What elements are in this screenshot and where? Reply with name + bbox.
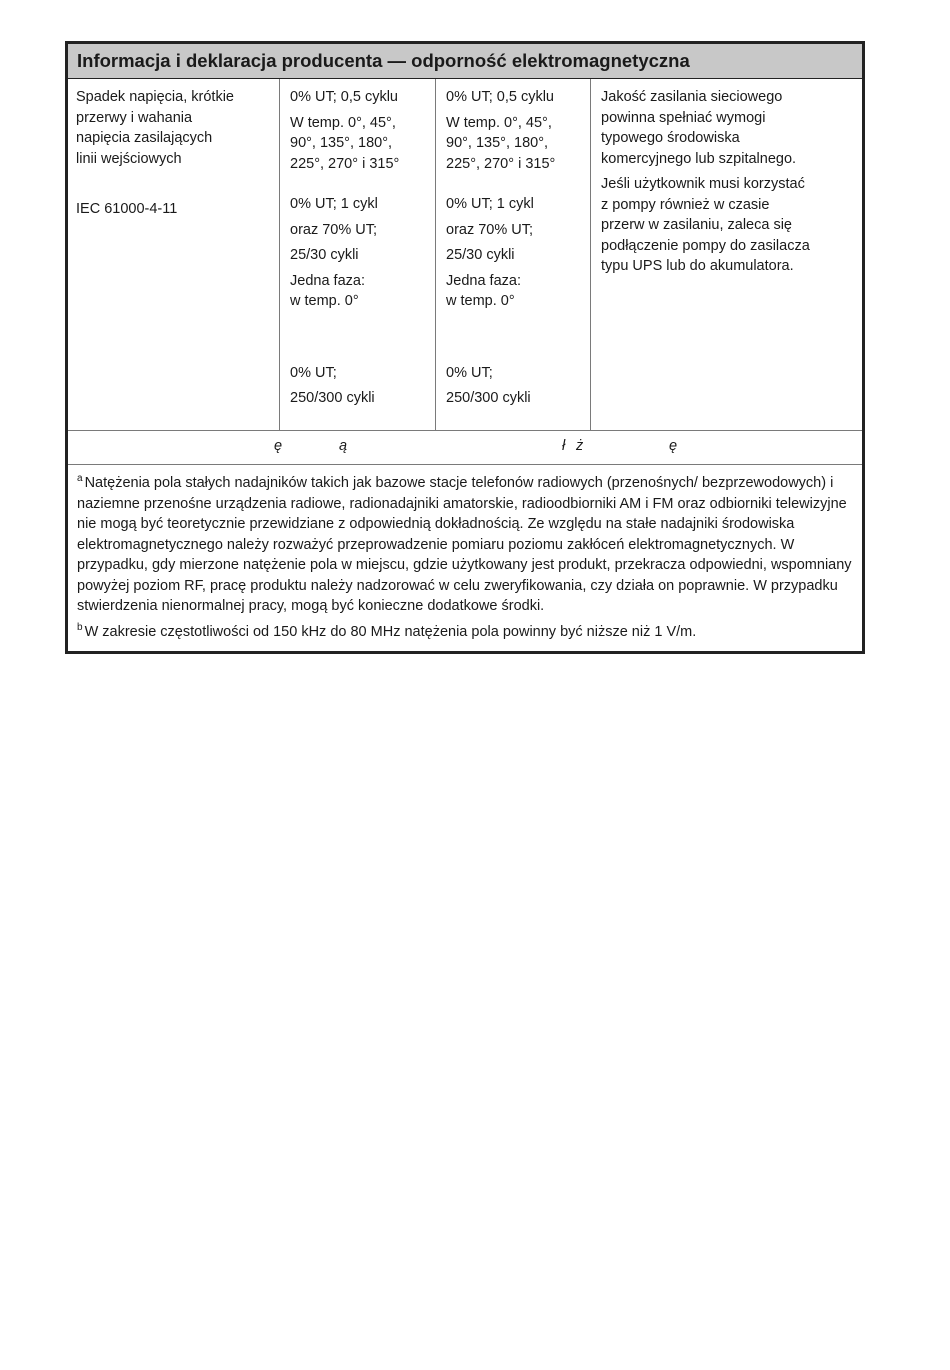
standard-ref: IEC 61000-4-11 (76, 201, 178, 217)
glyph-fragment: ł (562, 438, 566, 454)
guidance-paragraph: Jakość zasilania sieciowego powinna spełniać wymogi typowego środowiska komercyjnego lub szpitalnego. (601, 89, 797, 167)
glyph-fragment: ą (339, 438, 348, 454)
footnote-b (77, 622, 853, 643)
compliance-level-cell (436, 79, 591, 430)
compliance-line: 0% UT; 1 cykl (446, 196, 534, 212)
compliance-line: 0% UT; (446, 364, 493, 381)
compliance-line: oraz 70% UT; (446, 221, 534, 238)
footnote-text: W zakresie częstotliwości od 150 kHz do 80 MHz natężenia pola powinny być niższe niż 1 V/m. (84, 623, 697, 640)
footnote-text: Natężenia pola stałych nadajników takich jak bazowe stacje telefonów radiowych (przenośnych/ bezprzewodowych) i naziemne przenośne urządzenia radiowe, radionadajniki amatorskie, radioodbiorniki AM i FM oraz odbiorniki telewizyjne nie mogą być teoretycznie przewidziane z odpowiednią dokładnością. Ze względu na stałe nadajniki środowiska elektromagnetycznego należy rozważyć przeprowadzenie pomiaru poziomu zakłóceń elektromagnetycznych. W przypadku, gdy mierzone natężenie pola w miejscu, gdzie użytkowany jest produkt, przekracza odpowiedni, wspomniany powyżej poziom RF, pracę produktu należy nadzorować w celu zweryfikowania, czy działa on poprawnie. W przypadku stwierdzenia nienormalnej pracy, mogą być konieczne dodatkowe środki. (77, 475, 852, 614)
glyph-fragment-row (68, 431, 862, 465)
footnote-a (77, 473, 853, 617)
test-level-line: 0% UT; (290, 364, 337, 381)
test-level-cell (280, 79, 436, 430)
test-level-line: 250/300 cykli (290, 390, 375, 406)
compliance-angles: W temp. 0°, 45°, 90°, 135°, 180°, 225°, 270° i 315° (446, 114, 556, 172)
test-level-phase: Jedna faza: w temp. 0° (290, 272, 365, 309)
footnotes (68, 465, 862, 651)
footnote-mark: a (77, 473, 83, 484)
immunity-row (68, 79, 862, 431)
footnote-mark: b (77, 621, 83, 633)
compliance-phase: Jedna faza: w temp. 0° (446, 272, 521, 309)
compliance-line: 250/300 cykli (446, 390, 531, 406)
guidance-paragraph: Jeśli użytkownik musi korzystać z pompy również w czasie przerw w zasilaniu, zaleca się podłączenie pompy do zasilacza typu UPS lub do akumulatora. (601, 176, 810, 274)
compliance-line: 0% UT; 0,5 cyklu (446, 89, 554, 105)
test-level-line: 0% UT; 1 cykl (290, 196, 378, 212)
test-level-angles: W temp. 0°, 45°, 90°, 135°, 180°, 225°, 270° i 315° (290, 114, 400, 172)
test-level-line: 25/30 cykli (290, 247, 359, 263)
phenomenon-text: Spadek napięcia, krótkie przerwy i wahania napięcia zasilających linii wejściowych (76, 89, 234, 167)
compliance-line: 25/30 cykli (446, 247, 515, 263)
table-title: Informacja i deklaracja producenta — odporność elektromagnetyczna (68, 44, 862, 79)
phenomenon-cell (68, 79, 280, 430)
test-level-line: 0% UT; 0,5 cyklu (290, 89, 398, 105)
glyph-fragment: ę (669, 438, 678, 454)
emc-declaration-table (65, 41, 865, 654)
glyph-fragment: ę (274, 438, 283, 454)
test-level-line: oraz 70% UT; (290, 221, 378, 238)
environment-guidance-cell (591, 79, 862, 430)
glyph-fragment: ż (576, 438, 584, 454)
